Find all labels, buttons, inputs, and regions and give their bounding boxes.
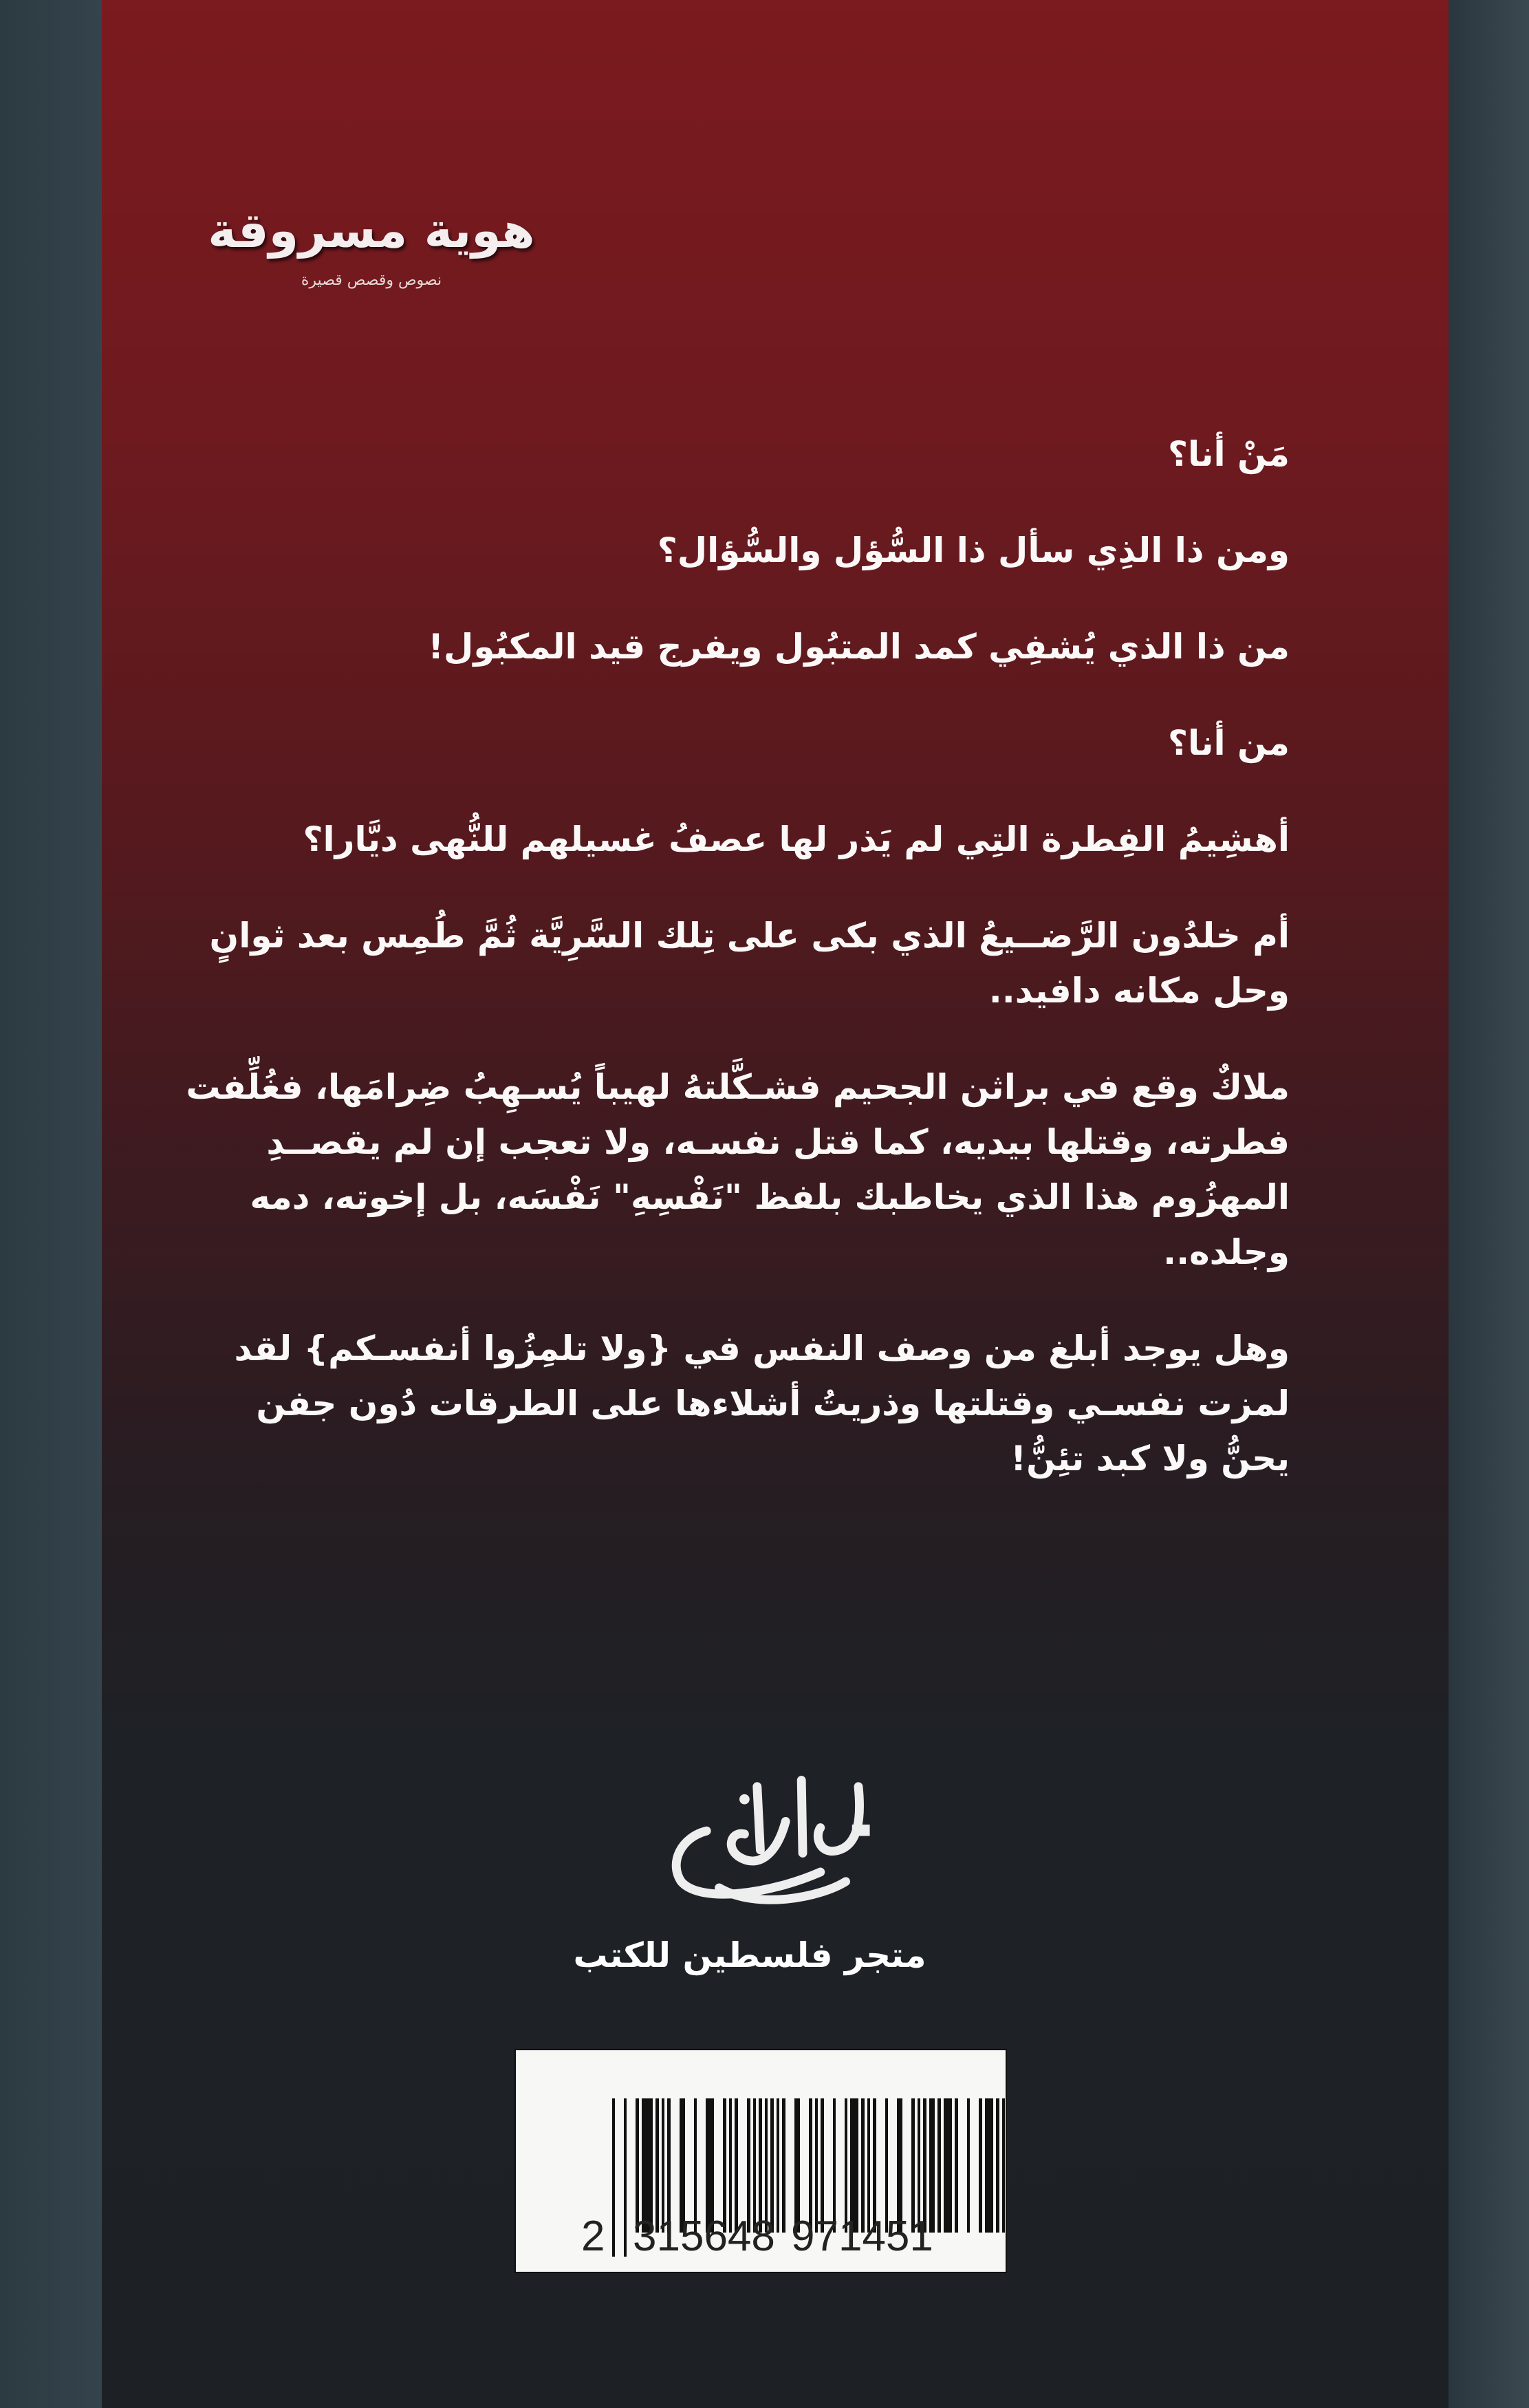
- blurb-paragraph: ومن ذا الذِي سأل ذا السُّؤل والسُّؤال؟: [657, 530, 1290, 570]
- barcode-bar: [944, 2098, 952, 2233]
- barcode-bar: [996, 2098, 999, 2233]
- barcode-bar: [782, 2098, 785, 2233]
- book-edge-right: [1446, 0, 1529, 2408]
- barcode-right-digits: 971451: [791, 2213, 933, 2260]
- blurb-paragraph: ملاكٌ وقع في براثن الجحيم فشـكَّلتهُ لهيباً يُسـهِبُ ضِرامَها، فغُلِّفت فطرته، وقتلها بيديه، كما قتل نفسـه، ولا تعجب إن لم يقصــدِ المهزُوم هذا الذي يخاطبك بلفظ "نَفْسِهِ" نَفْسَه، بل إخوته، دمه وجلده..: [186, 1067, 1290, 1272]
- barcode-bar: [985, 2098, 993, 2233]
- barcode-bar: [612, 2098, 615, 2257]
- barcode-bar: [967, 2098, 970, 2233]
- store-name: متجر فلسطين للكتب: [573, 1935, 926, 1975]
- blurb-text: [182, 427, 1290, 1527]
- blurb-paragraph: أهشِيمُ الفِطرة التِي لم يَذر لها عصفُ غسيلهم للنُّهى ديَّارا؟: [303, 819, 1290, 859]
- barcode-bar: [777, 2098, 779, 2233]
- barcode-left-digits: 315648: [633, 2213, 775, 2260]
- blurb-paragraph: وهل يوجد أبلغ من وصف النفس في {ولا تلمِزُوا أنفسـكم} لقد لمزت نفسـي وقتلتها وذريتُ أشلاءها على الطرقات دُون جفن يحنُّ ولا كبد تئِنُّ!: [234, 1329, 1290, 1479]
- calligraphy-logo-icon: [619, 1761, 908, 1920]
- book-title: هوية مسروقة: [208, 202, 535, 259]
- barcode-bar: [624, 2098, 627, 2257]
- blurb-paragraph: من أنا؟: [1167, 723, 1290, 763]
- blurb-paragraph: مَنْ أنا؟: [1167, 434, 1290, 474]
- barcode-bar: [1002, 2098, 1005, 2233]
- book-spine-edge-left: [0, 0, 103, 2408]
- blurb-paragraph: أم خلدُون الرَّضــيعُ الذي بكى على تِلك السَّرِيَّة ثُمَّ طُمِس بعد ثوانٍ وحل مكانه دافيد..: [209, 916, 1290, 1011]
- blurb-paragraph: من ذا الذي يُشفِي كمد المتبُول ويفرج قيد المكبُول!: [428, 627, 1290, 667]
- barcode-label: [514, 2049, 1007, 2273]
- publisher-calligraphy-logo: [619, 1761, 908, 1920]
- barcode-lead-digit: 2: [581, 2213, 605, 2260]
- barcode-bar: [979, 2098, 982, 2233]
- book-subtitle: نصوص وقصص قصيرة: [301, 272, 442, 289]
- title-block: [206, 200, 536, 290]
- barcode-bar: [955, 2098, 958, 2233]
- barcode-bar: [937, 2098, 941, 2233]
